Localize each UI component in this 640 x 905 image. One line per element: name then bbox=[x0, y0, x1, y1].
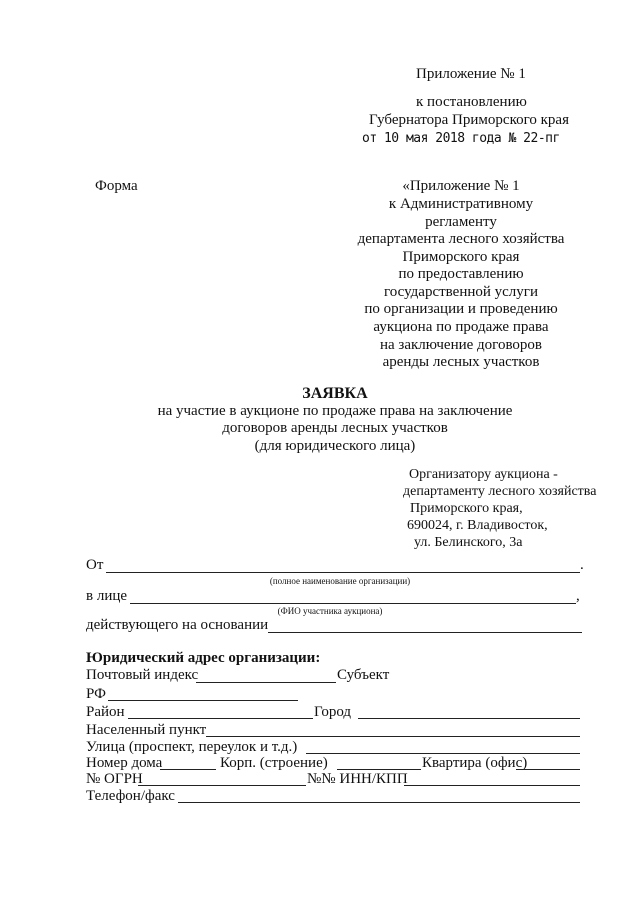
title-line-2: договоров аренды лесных участков bbox=[222, 420, 448, 436]
regulation-line: регламенту bbox=[425, 214, 497, 230]
date-stamp: от 10 мая 2018 года № 22-пг bbox=[362, 131, 560, 146]
rf-label: РФ bbox=[86, 686, 106, 702]
person-end: , bbox=[576, 588, 580, 604]
postal-index-label: Почтовый индекс bbox=[86, 667, 199, 683]
regulation-line: Приморского края bbox=[402, 249, 520, 265]
document-title: ЗАЯВКА bbox=[302, 385, 368, 402]
regulation-line: аренды лесных участков bbox=[382, 354, 540, 370]
regulation-line: «Приложение № 1 bbox=[402, 178, 520, 194]
regulation-line: департамента лесного хозяйства bbox=[357, 231, 565, 247]
district-field[interactable] bbox=[128, 718, 313, 719]
regulation-line: государственной услуги bbox=[384, 284, 538, 300]
basis-field[interactable] bbox=[268, 632, 582, 633]
addressee-line: департаменту лесного хозяйства bbox=[403, 484, 597, 499]
organization-name-field[interactable] bbox=[106, 572, 580, 573]
house-field[interactable] bbox=[160, 769, 216, 770]
regulation-line: аукциона по продаже права bbox=[373, 319, 549, 335]
addressee-line: 690024, г. Владивосток, bbox=[407, 518, 548, 533]
title-line-3: (для юридического лица) bbox=[254, 438, 416, 454]
ogrn-label: № ОГРН bbox=[86, 771, 143, 787]
apartment-label: Квартира (офис) bbox=[422, 755, 528, 771]
inn-kpp-field[interactable] bbox=[404, 785, 580, 786]
regulation-line: по предоставлению bbox=[398, 266, 524, 282]
organization-hint: (полное наименование организации) bbox=[269, 576, 411, 586]
city-label: Город bbox=[314, 704, 352, 720]
person-hint: (ФИО участника аукциона) bbox=[277, 606, 383, 616]
title-line-1: на участие в аукционе по продаже права на заключение bbox=[157, 403, 513, 419]
appendix-number: Приложение № 1 bbox=[416, 66, 526, 82]
building-field[interactable] bbox=[337, 769, 421, 770]
person-label: в лице bbox=[86, 588, 128, 604]
postal-index-field[interactable] bbox=[196, 682, 336, 683]
addressee-line: Организатору аукциона - bbox=[409, 467, 558, 482]
subject-label: Субъект bbox=[337, 667, 390, 683]
person-name-field[interactable] bbox=[130, 603, 576, 604]
locality-field[interactable] bbox=[206, 736, 580, 737]
regulation-line: к Административному bbox=[388, 196, 534, 212]
inn-kpp-label: №№ ИНН/КПП bbox=[307, 771, 408, 787]
city-field[interactable] bbox=[358, 718, 580, 719]
house-label: Номер дома bbox=[86, 755, 163, 771]
form-label: Форма bbox=[95, 178, 138, 194]
street-label: Улица (проспект, переулок и т.д.) bbox=[86, 739, 298, 755]
phone-label: Телефон/факс bbox=[86, 788, 175, 804]
addressee-line: Приморского края, bbox=[410, 501, 523, 516]
phone-field[interactable] bbox=[178, 802, 580, 803]
basis-label: действующего на основании bbox=[86, 617, 269, 633]
street-field[interactable] bbox=[306, 753, 580, 754]
to-resolution: к постановлению bbox=[416, 94, 527, 110]
legal-address-heading: Юридический адрес организации: bbox=[86, 650, 321, 666]
district-label: Район bbox=[86, 704, 125, 720]
apartment-field[interactable] bbox=[516, 769, 580, 770]
ogrn-field[interactable] bbox=[138, 785, 306, 786]
from-label: От bbox=[86, 557, 104, 573]
governor: Губернатора Приморского края bbox=[369, 112, 569, 128]
regulation-line: на заключение договоров bbox=[379, 337, 543, 353]
addressee-line: ул. Белинского, 3а bbox=[414, 535, 523, 550]
subject-field[interactable] bbox=[108, 700, 298, 701]
building-label: Корп. (строение) bbox=[220, 755, 328, 771]
from-end: . bbox=[580, 557, 584, 573]
locality-label: Населенный пункт bbox=[86, 722, 207, 738]
regulation-line: по организации и проведению bbox=[364, 301, 558, 317]
